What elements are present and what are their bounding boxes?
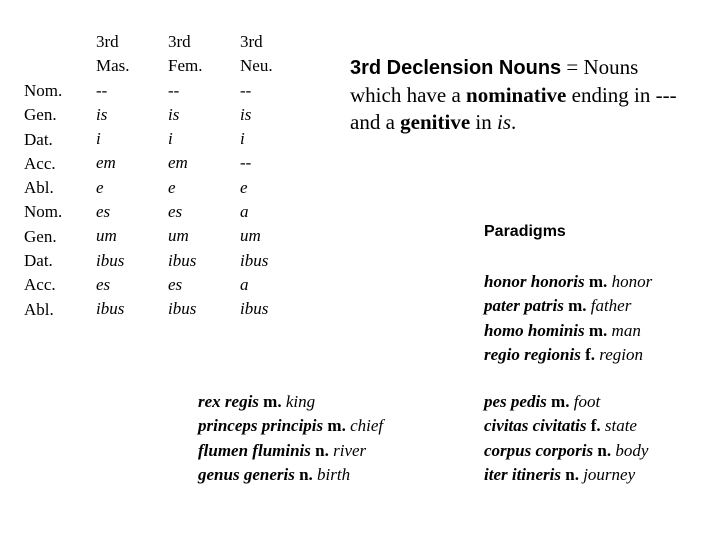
paradigm-gender: m. (568, 296, 587, 316)
definition-text: . (511, 110, 517, 134)
paradigm-meaning: father (590, 296, 632, 316)
paradigm-word: pater patris (484, 296, 564, 316)
ending-cell: um (96, 226, 117, 246)
paradigms-heading: Paradigms (484, 223, 566, 240)
ending-cell: is (168, 104, 180, 124)
paradigm-entry (484, 390, 648, 414)
ending-cell: -- (96, 80, 108, 100)
column-header: Mas. (96, 56, 130, 76)
paradigm-meaning: state (604, 416, 637, 436)
paradigm-meaning: birth (317, 464, 351, 484)
case-label: Abl. (24, 299, 54, 319)
column-header: 3rd (240, 32, 263, 51)
genitive-ending: is (496, 110, 511, 134)
paradigm-meaning: king (285, 392, 316, 411)
ending-cell: ibus (96, 299, 125, 319)
paradigm-word: pes pedis (484, 392, 547, 411)
paradigm-entry (484, 414, 648, 438)
ending-cell: em (96, 153, 116, 173)
ending-cell: i (240, 129, 245, 149)
ending-cell: i (96, 129, 101, 149)
ending-cell: a (240, 202, 249, 222)
paradigm-list-a (484, 270, 652, 367)
ending-cell: is (240, 104, 252, 124)
paradigm-word: corpus corporis (484, 440, 594, 460)
nominative-term: nominative (466, 83, 567, 107)
case-label: Dat. (24, 129, 53, 149)
paradigm-list-b (198, 390, 383, 487)
declension-definition (350, 54, 690, 136)
case-label: Acc. (24, 275, 56, 295)
paradigm-list-c (484, 390, 648, 487)
column-header: 3rd (96, 32, 119, 51)
ending-cell: -- (240, 80, 252, 100)
ending-cell: em (168, 153, 188, 173)
paradigm-entry (484, 270, 652, 294)
ending-cell: -- (168, 80, 180, 100)
paradigm-meaning: honor (611, 272, 653, 291)
paradigm-word: civitas civitatis (484, 416, 587, 436)
paradigm-entry (198, 414, 383, 438)
case-labels-column (24, 79, 62, 322)
paradigm-meaning: journey (583, 464, 636, 484)
paradigm-gender: n. (299, 464, 313, 484)
paradigm-gender: m. (588, 320, 608, 340)
ending-cell: ibus (168, 250, 197, 270)
definition-text: in (470, 110, 497, 134)
paradigm-entry (484, 463, 648, 487)
paradigm-word: homo hominis (484, 320, 585, 340)
paradigm-entry (484, 439, 648, 463)
column-header: 3rd (168, 32, 191, 51)
definition-text: ending in --- and a (350, 83, 677, 134)
ending-cell: e (168, 177, 176, 197)
ending-cell: ibus (96, 250, 125, 270)
case-label: Gen. (24, 105, 57, 125)
case-label: Dat. (24, 251, 53, 271)
paradigm-meaning: region (599, 344, 643, 364)
paradigm-word: genus generis (198, 464, 295, 484)
case-label: Nom. (24, 202, 63, 222)
ending-cell: -- (240, 153, 252, 173)
ending-cell: a (240, 274, 249, 294)
paradigm-meaning: man (611, 320, 641, 340)
paradigm-word: flumen fluminis (198, 440, 311, 460)
paradigm-gender: n. (597, 440, 612, 460)
case-label: Acc. (24, 153, 56, 173)
paradigm-word: regio regionis (484, 344, 581, 364)
feminine-column (168, 30, 202, 322)
paradigm-gender: f. (590, 416, 601, 436)
neuter-column (240, 30, 273, 322)
ending-cell: es (168, 202, 183, 222)
definition-text: = Nouns which have a (350, 55, 639, 107)
paradigm-gender: m. (551, 392, 570, 411)
paradigm-meaning: foot (573, 392, 601, 411)
column-header: Neu. (240, 56, 273, 76)
ending-cell: ibus (240, 299, 269, 319)
case-label: Nom. (24, 81, 63, 100)
ending-cell: es (96, 202, 111, 222)
ending-cell: is (96, 104, 108, 124)
ending-cell: um (168, 226, 189, 246)
paradigm-entry (198, 390, 383, 414)
paradigm-word: rex regis (198, 392, 259, 411)
paradigm-meaning: body (615, 440, 649, 460)
ending-cell: ibus (240, 250, 269, 270)
declension-title: 3rd Declension Nouns (350, 57, 562, 79)
paradigm-entry (484, 343, 652, 367)
paradigm-word: princeps principis (198, 416, 324, 436)
masculine-column (96, 30, 130, 322)
case-label: Abl. (24, 178, 54, 198)
paradigm-entry (484, 294, 652, 318)
ending-cell: es (96, 274, 111, 294)
paradigm-word: honor honoris (484, 272, 585, 291)
paradigm-gender: f. (585, 344, 595, 364)
genitive-term: genitive (400, 110, 471, 134)
ending-cell: e (240, 177, 248, 197)
paradigm-gender: m. (327, 416, 346, 436)
paradigm-entry (198, 463, 383, 487)
ending-cell: um (240, 226, 261, 246)
ending-cell: es (168, 274, 183, 294)
paradigm-gender: n. (315, 440, 329, 460)
paradigm-entry (484, 319, 652, 343)
paradigm-gender: n. (565, 464, 579, 484)
paradigm-entry (198, 439, 383, 463)
paradigm-gender: m. (263, 392, 282, 411)
paradigm-gender: m. (588, 272, 608, 291)
paradigm-meaning: chief (350, 416, 384, 436)
case-label: Gen. (24, 226, 57, 246)
column-header: Fem. (168, 56, 203, 76)
ending-cell: ibus (168, 299, 197, 319)
ending-cell: i (168, 129, 173, 149)
paradigm-word: iter itineris (484, 464, 561, 484)
ending-cell: e (96, 177, 104, 197)
paradigm-meaning: river (333, 440, 367, 460)
